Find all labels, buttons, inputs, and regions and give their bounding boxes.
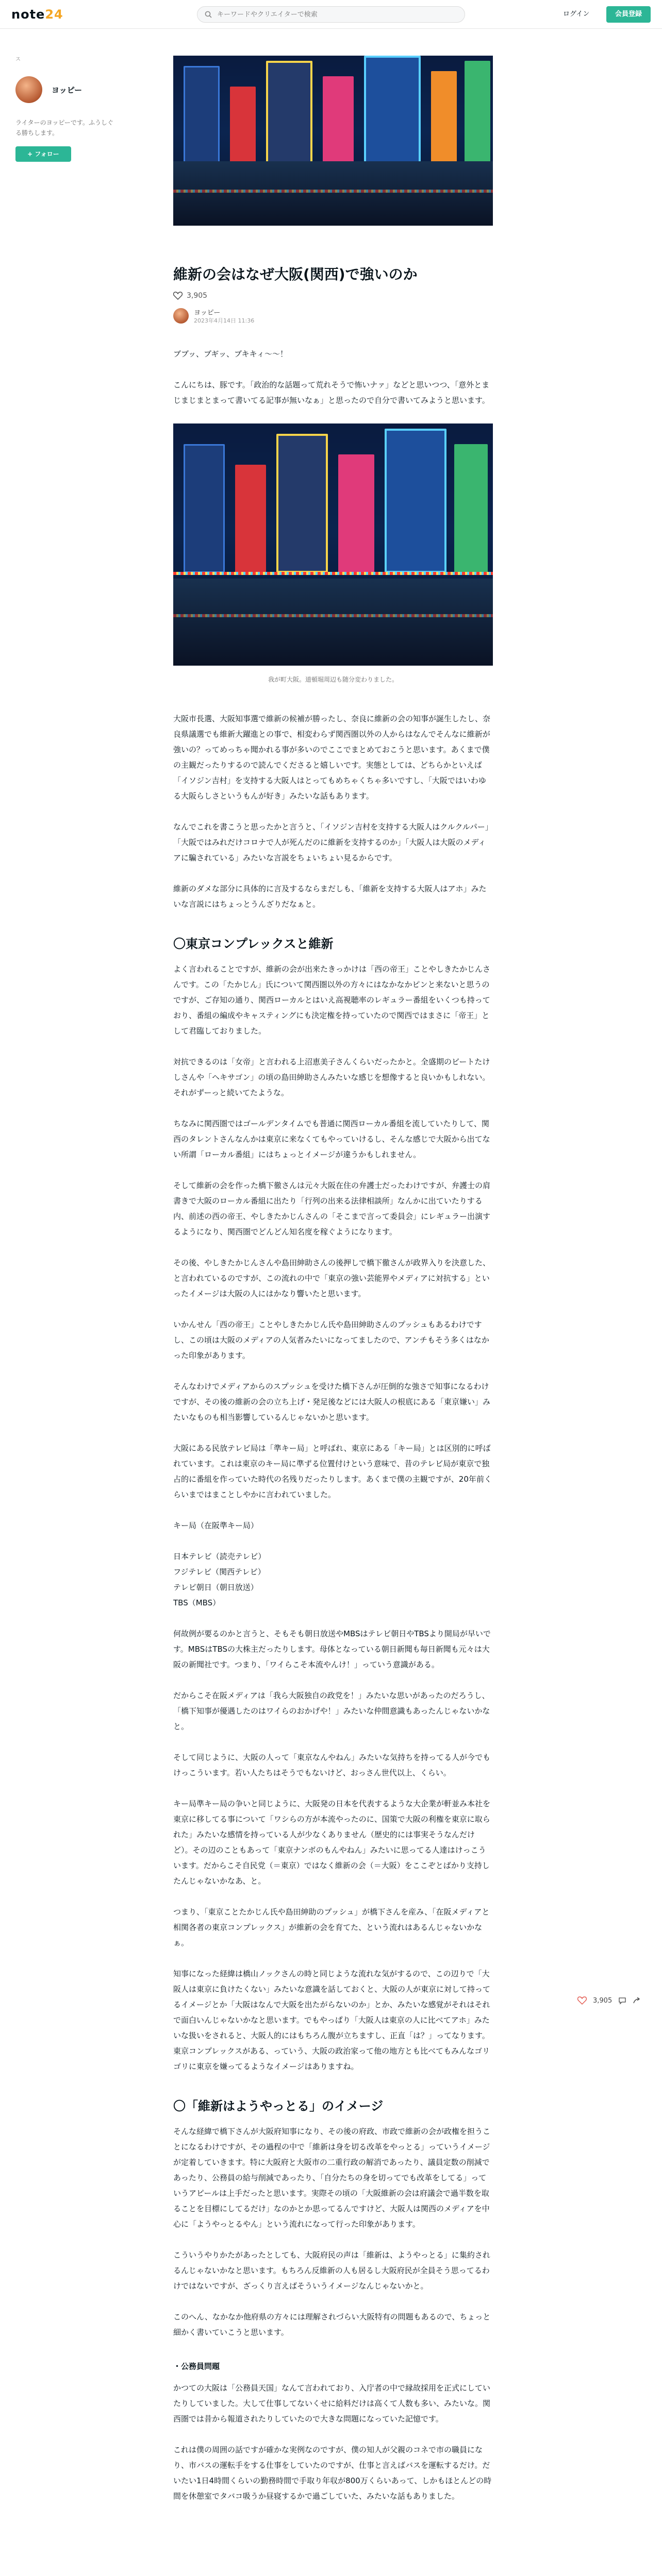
author-name[interactable]: ヨッピー [194, 309, 221, 317]
avatar[interactable] [15, 76, 42, 103]
heart-icon[interactable] [173, 292, 183, 300]
search-box[interactable] [197, 6, 465, 23]
paragraph: そんな経緯で橋下さんが大阪府知事になり、その後の府政、市政で維新の会が政権を担うことになるわけですが、その過程の中で「維新は身を切る改革をやっとる」っていうイメージが定着していきます。特に大阪府と大阪市の二重行政の解消であったり、議員定数の削減であったり、公務員の給与削減であったり、「自分たちの身を切ってでも改革をしてる」っていうアピールは上手だったと思います。実際その頃の「大阪維新の会は府議会で過半数を取ることを目標にしてるだけ」なのかとか思ってるんですけど、大阪人は関西のメディアを中心に「ようやっとるやん」という流れになって行った印象があります。 [173, 2127, 491, 2229]
paragraph: こういうやりかたがあったとしても、大阪府民の声は「維新は、ようやっとる」に集約されるんじゃないかなと思います。もちろん反維新の人も居るし大阪府民が全員そう思ってるわけではないですが、ざっくり言えばそういうイメージなんじゃないかと。 [173, 2250, 490, 2291]
list-item: 日本テレビ（読売テレビ） [173, 1552, 266, 1561]
note-logo[interactable]: note24 [11, 7, 63, 22]
article-image [173, 423, 493, 666]
list-heading: キー局（在阪準キー局） [173, 1521, 259, 1530]
list-item: TBS（MBS） [173, 1598, 221, 1607]
author-description: ライターのヨッピーです。ふうしぐる勝ちします。 [15, 119, 113, 137]
paragraph: かつての大阪は「公務員天国」なんて言われており、入庁者の中で縁故採用を正式にしていたりしていました。大して仕事してないくせに給料だけは高くて人数も多い、みたいな。関西圏では昔から報道されたりしていたので大きな問題になっていた記憶です。 [173, 2383, 491, 2424]
header-image [173, 56, 493, 226]
list-item: テレビ朝日（朝日放送） [173, 1583, 258, 1592]
article-title: 維新の会はなぜ大阪(関西)で強いのか [173, 266, 418, 283]
paragraph: このへん、なかなか他府県の方々には理解されづらい大阪特有の問題もあるので、ちょっと細かく書いていこうと思います。 [173, 2312, 491, 2337]
article-body [173, 346, 493, 2504]
author-sidebar [15, 55, 129, 158]
follow-button[interactable]: + フォロー [15, 146, 71, 162]
author-name[interactable]: ヨッピー [52, 86, 82, 95]
section-heading: 〇「維新はようやっとる」のイメージ [173, 2099, 384, 2113]
floating-actions [577, 1994, 655, 2007]
login-link[interactable]: ログイン [563, 10, 590, 18]
like-count: 3,905 [593, 1996, 613, 2005]
paragraph: そして維新の会を作った橋下徹さんは元々大阪在住の弁護士だったわけですが、弁護士の肩書きで大阪のローカル番組に出たり「行列の出来る法律相談所」なんかに出ていたりする内、前述の西の帝王、やしきたかじんさんの「そこまで言って委員会」にレギュラー出演するようになり、関西圏でどんどん知名度を稼ぐようになります。 [173, 1181, 491, 1236]
paragraph: 何故例が要るのかと言うと、そもそも朝日放送やMBSはテレビ朝日やTBSより開局が早いです。MBSはTBSの大株主だったりします。母体となっている朝日新聞も毎日新聞も元々は大阪の新聞社です。つまり、「ワイらこそ本流やんけ！」っていう意識がある。 [173, 1629, 491, 1669]
paragraph: その後、やしきたかじんさんや島田紳助さんの後押しで橋下徹さんが政界入りを決意した、と言われているのですが、この流れの中で「東京の強い芸能界やメディアに対抗する」といったイメージは大阪の人にはかなり響いたと思います。 [173, 1258, 491, 1298]
article [173, 56, 493, 2519]
like-row [173, 290, 493, 302]
paragraph: つまり、「東京ことたかじん氏や島田紳助のプッシュ」が橋下さんを産み、「在阪メディアと相関各者の東京コンプレックス」が維新の会を育てた、という流れはあるんじゃないかなぁ。 [173, 1907, 490, 1947]
paragraph: だからこそ在阪メディアは「我ら大阪独自の政党を！」みたいな思いがあったのだろうし、「橋下知事が優遇したのはワイらのおかげや！」みたいな仲間意識もあったんじゃないかなと。 [173, 1691, 490, 1731]
magazine-label: ス [15, 57, 21, 62]
paragraph: 対抗できるのは「女帝」と言われる上沼恵美子さんくらいだったかと。全盛期のビートたけしさんや「ヘキサゴン」の頃の島田紳助さんみたいな感じを想像すると良いかもしれない。それがずーっと続いてたような。 [173, 1057, 490, 1097]
comment-icon[interactable] [618, 1996, 626, 2005]
paragraph: いかんせん「西の帝王」ことやしきたかじん氏や島田紳助さんのプッシュもあるわけですし、この頃は大阪のメディアの人気者みたいになってましたので、アンチもそう多くはなかった印象があります。 [173, 1320, 489, 1360]
share-icon[interactable] [633, 1996, 641, 2005]
heart-icon[interactable] [577, 1996, 587, 2005]
paragraph: キー局準キー局の争いと同じように、大阪発の日本を代表するような大企業が軒並み本社を東京に移してる事について「ワシらの方が本流やったのに、国策で大阪の利権を東京に取られた」みたいな感情を持っている人が少なくありません（歴史的には事実そうなんだけど）。その辺のこともあって「東京ナンボのもんやねん」みたいに思ってる人達はけっこういます。だからこそ自民党（＝東京）ではなく維新の会（＝大阪）をここぞとばかり支持したんじゃないかなあ、と。 [173, 1799, 491, 1886]
paragraph: 大阪市長選、大阪知事選で維新の候補が勝ったし、奈良に維新の会の知事が誕生したし、奈良県議選でも維新大躍進との事で、相変わらず関西圏以外の人からはなんでそんなに維新が強いの？ってめっちゃ聞かれる事が多いのでここでまとめておこうと思います。あくまで僕の主観だったりするので読んでくださると嬉しいです。実態としては、どちらかといえば「イソジン吉村」を支持する大阪人はとってもめちゃくちゃ多いですし、「大阪ではいわゆる大阪らしさというもんが好き」みたいな話もあります。 [173, 714, 491, 801]
paragraph: 大阪にある民放テレビ局は「準キー局」と呼ばれ、東京にある「キー局」とは区別的に呼ばれています。これは東京のキー局に準ずる位置付けという意味で、昔のテレビ局が東京で独占的に番組を作っていた時代の名残りだったりします。あくまで僕の主観ですが、20年前くらいまではまことしやかに言われていました。 [173, 1444, 492, 1499]
signup-button[interactable]: 会員登録 [606, 6, 651, 23]
paragraph: そんなわけでメディアからのスプッシュを受けた橋下さんが圧倒的な強さで知事になるわけですが、その後の維新の会の立ち上げ・発足後などには大阪人の根底にある「東京嫌い」みたいなものも相当影響しているんじゃないかと思います。 [173, 1382, 491, 1422]
publish-date: 2023年4月14日 11:36 [194, 317, 255, 324]
author-row [173, 307, 493, 326]
paragraph: こんにちは、豚です。「政治的な話題って荒れそうで怖いナァ」などと思いつつ、「意外とまじまじまとまって書いてる記事が無いなぁ」と思ったので自分で書いてみようと思います。 [173, 380, 490, 405]
paragraph: ちなみに関西圏ではゴールデンタイムでも普通に関西ローカル番組を流していたりして、関西のタレントさんなんかは東京に来なくてもやっていけるし、そんな感じで大阪から出てない所謂「ローカル番組」にはちょっとイメージが違うかもしれません。 [173, 1119, 490, 1159]
like-count: 3,905 [187, 292, 208, 300]
section-heading: 〇東京コンプレックスと維新 [173, 937, 334, 951]
search-icon [205, 11, 212, 18]
subsection-heading: ・公務員問題 [173, 2362, 220, 2371]
paragraph: よく言われることですが、維新の会が出来たきっかけは「西の帝王」ことやしきたかじんさんです。この「たかじん」氏について関西圏以外の方々にはなかなかピンと来ないと思うのですが、ご存知の通り、関西ローカルとはいえ高視聴率のレギュラー番組をいくつも持っており、番組の編成やキャスティングにも決定権を持っていたので関西ではまさに「帝王」として君臨しておりました。 [173, 964, 491, 1036]
station-list [173, 1549, 493, 1611]
paragraph: これは僕の周囲の話ですが確かな実例なのですが、僕の知人が父親のコネで市の職員になり、市バスの運転手をする仕事をしていたのですが、仕事と言えばバスを運転するだけ。だいたい1日4時間くらいの勤務時間で手取り年収が800万くらいあって、しかもほとんどの時間を休憩室でタバコ吸うか昼寝するかで過ごしていた、みたいな話もありました。 [173, 2445, 492, 2501]
paragraph: 知事になった経緯は橋山ノックさんの時と同じような流れな気がするので、この辺りで「大阪人は東京に負けたくない」みたいな意識を話しておくと、大阪の人が東京に対して持ってるイメージとか「大阪はなんで大阪を出たがらないのか」とか、みたいな感覚がそれはそれで面白いんじゃないかなと思います。でもやっぱり「大阪人は東京の人に比べてアホ」みたいな扱いをされると、大阪人的にはもちろん腹が立ちますし、正直「は？」ってなります。東京コンプレックスがある、っていう、大阪の政治家って他の地方とも比べてもみんなゴリゴリに東京を嫌ってるようなイメージはありますね。 [173, 1969, 491, 2071]
paragraph: そして同じように、大阪の人って「東京なんやねん」みたいな気持ちを持ってる人が今でもけっこういます。若い人たちはそうでもないけど、おっさん世代以上、くらい。 [173, 1753, 491, 1777]
avatar[interactable] [173, 308, 189, 324]
paragraph: なんでこれを書こうと思ったかと言うと、「イソジン吉村を支持する大阪人はクルクルパー」「大阪ではみれだけコロナで人が死んだのに維新を支持するのか」「大阪人は大阪のメディアに騙されている」みたいな言説をちょいちょい見るからです。 [173, 822, 493, 862]
image-caption: 我が町大阪。道頓堀周辺も随分変わりました。 [268, 676, 398, 683]
search-input[interactable] [217, 7, 459, 22]
paragraph: 維新のダメな部分に具体的に言及するならまだしも、「維新を支持する大阪人はアホ」みたいな言説にはちょっとうんざりだなぁと。 [173, 884, 487, 909]
list-item: フジテレビ（関西テレビ） [173, 1567, 266, 1577]
paragraph: ブブッ、ブギッ、ブキキィ〜〜！ [173, 349, 288, 359]
top-header [0, 0, 662, 29]
